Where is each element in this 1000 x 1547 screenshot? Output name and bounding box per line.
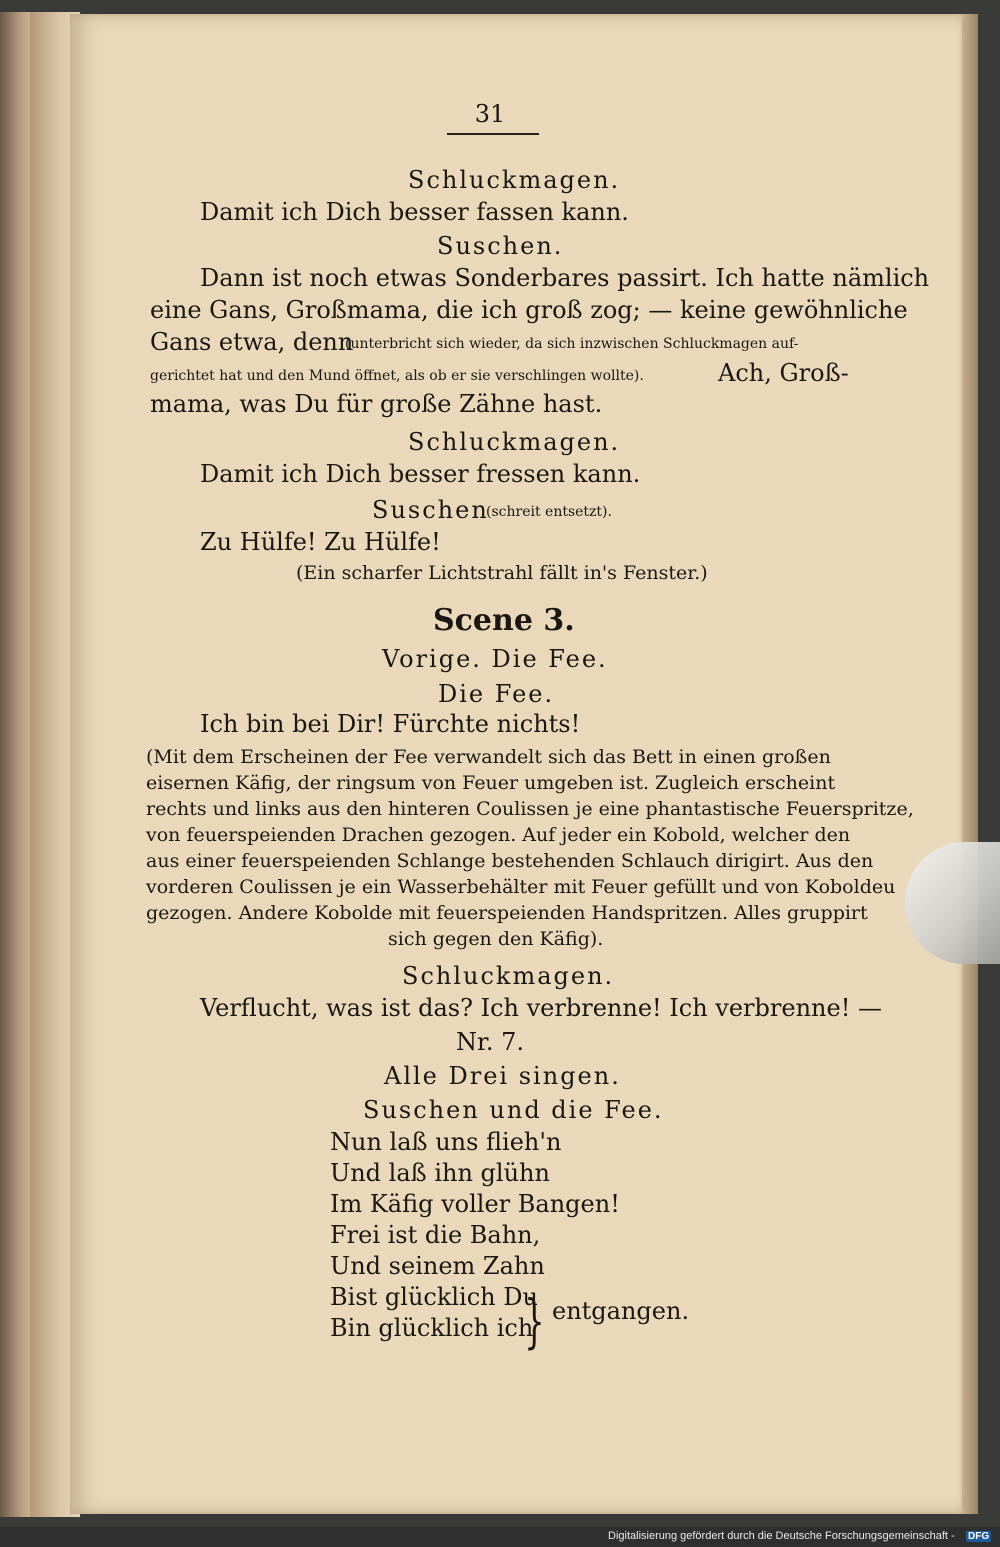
dialogue-line: Ach, Groß- [718, 359, 849, 387]
song-heading: Alle Drei singen. [384, 1062, 621, 1090]
book-right-edge [962, 14, 978, 1514]
stage-direction: aus einer feuerspeienden Schlange bestehenden Schlauch dirigirt. Aus den [146, 850, 874, 872]
dialogue-line: Damit ich Dich besser fressen kann. [200, 460, 641, 488]
scene-heading: Scene 3. [433, 603, 575, 638]
stage-direction: sich gegen den Käfig). [388, 928, 604, 950]
stage-direction: rechts und links aus den hinteren Coulissen je eine phantastische Feuerspritze, [146, 798, 914, 820]
page-number: 31 [474, 100, 506, 128]
dialogue-line: Gans etwa, denn [150, 328, 354, 356]
dialogue-line: Damit ich Dich besser fassen kann. [200, 198, 629, 226]
verse-line: Nun laß uns flieh'n [330, 1128, 562, 1156]
speaker-schluckmagen: Schluckmagen. [408, 166, 621, 194]
verse-line: Bin glücklich ich [330, 1314, 534, 1342]
verse-line: entgangen. [552, 1297, 690, 1325]
verse-line: Bist glücklich Du [330, 1283, 538, 1311]
song-number: Nr. 7. [456, 1028, 524, 1056]
speaker-schluckmagen: Schluckmagen. [402, 962, 615, 990]
speaker-suschen: Suschen. [437, 232, 564, 260]
stage-direction: eisernen Käfig, der ringsum von Feuer umgeben ist. Zugleich erscheint [146, 772, 836, 794]
speaker-schluckmagen: Schluckmagen. [408, 428, 621, 456]
stage-direction: vorderen Coulissen je ein Wasserbehälter mit Feuer gefüllt und von Koboldeu [146, 876, 896, 898]
funding-credit: Digitalisierung gefördert durch die Deutsche Forschungsgemeinschaft - [608, 1530, 955, 1542]
dialogue-line: Dann ist noch etwas Sonderbares passirt. Ich hatte nämlich [200, 264, 930, 292]
speaker-fee: Die Fee. [438, 680, 555, 708]
stage-direction: von feuerspeienden Drachen gezogen. Auf jeder ein Kobold, welcher den [146, 824, 851, 846]
dialogue-line: Zu Hülfe! Zu Hülfe! [200, 528, 441, 556]
book-left-edge [0, 12, 30, 1517]
dialogue-line: mama, was Du für große Zähne hast. [150, 390, 603, 418]
speaker-suschen-fee: Suschen und die Fee. [363, 1096, 664, 1124]
stage-direction: (Ein scharfer Lichtstrahl fällt in's Fenster.) [296, 562, 708, 584]
dialogue-line: Ich bin bei Dir! Fürchte nichts! [200, 710, 581, 738]
stage-direction-inline: (schreit entsetzt). [486, 504, 612, 520]
page-number-rule [447, 133, 539, 135]
verse-line: Im Käfig voller Bangen! [330, 1190, 620, 1218]
stage-direction: (Mit dem Erscheinen der Fee verwandelt sich das Bett in einen großen [146, 746, 831, 768]
speaker-suschen: Suschen [372, 496, 489, 524]
verse-line: Frei ist die Bahn, [330, 1221, 541, 1249]
dialogue-line: Verflucht, was ist das? Ich verbrenne! Ich verbrenne! — [200, 994, 882, 1022]
stage-direction: gezogen. Andere Kobolde mit feuerspeienden Handspritzen. Alles gruppirt [146, 902, 868, 924]
dialogue-line: eine Gans, Großmama, die ich groß zog; — keine gewöhnliche [150, 296, 908, 324]
persons-list: Vorige. Die Fee. [382, 645, 608, 673]
verse-line: Und seinem Zahn [330, 1252, 545, 1280]
verse-line: Und laß ihn glühn [330, 1159, 550, 1187]
stage-direction-inline: (unterbricht sich wieder, da sich inzwischen Schluckmagen auf- [345, 336, 799, 352]
verse-brace: } [524, 1287, 545, 1355]
stage-direction-inline: gerichtet hat und den Mund öffnet, als ob er sie verschlingen wollte). [150, 368, 644, 384]
dfg-logo: DFG [968, 1531, 990, 1542]
